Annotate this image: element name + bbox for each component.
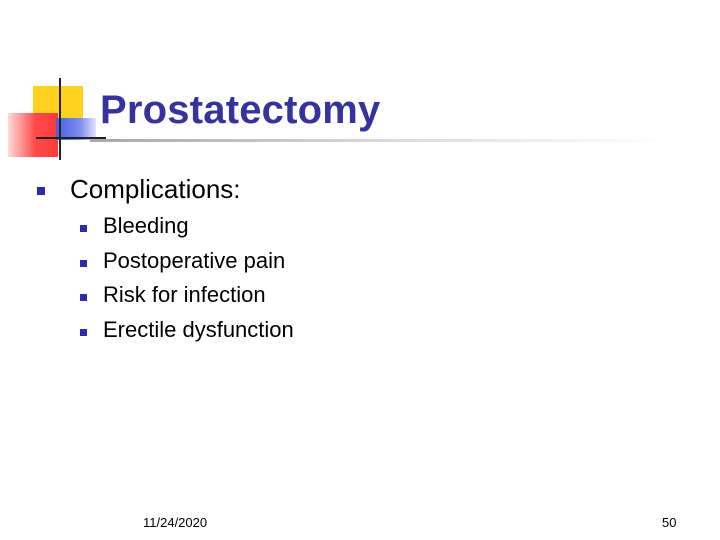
deco-red-bar [8, 113, 58, 157]
footer-date: 11/24/2020 [143, 515, 208, 530]
square-bullet-icon [80, 294, 87, 301]
list-item-text: Bleeding [103, 213, 189, 238]
list-item-text: Postoperative pain [103, 247, 286, 273]
square-bullet-icon [80, 329, 87, 336]
slide-title: Prostatectomy [100, 88, 381, 132]
list-item-text: Risk for infection [103, 282, 266, 307]
decorative-logo [0, 0, 110, 170]
title-underline [90, 139, 670, 142]
main-bullet-text: Complications: [70, 174, 241, 204]
list-item-text: Erectile dysfunction [103, 316, 294, 342]
square-bullet-icon [80, 225, 87, 232]
square-bullet-icon [37, 187, 45, 195]
deco-vertical-line [59, 78, 61, 160]
page-number: 50 [662, 515, 677, 530]
square-bullet-icon [80, 260, 87, 267]
